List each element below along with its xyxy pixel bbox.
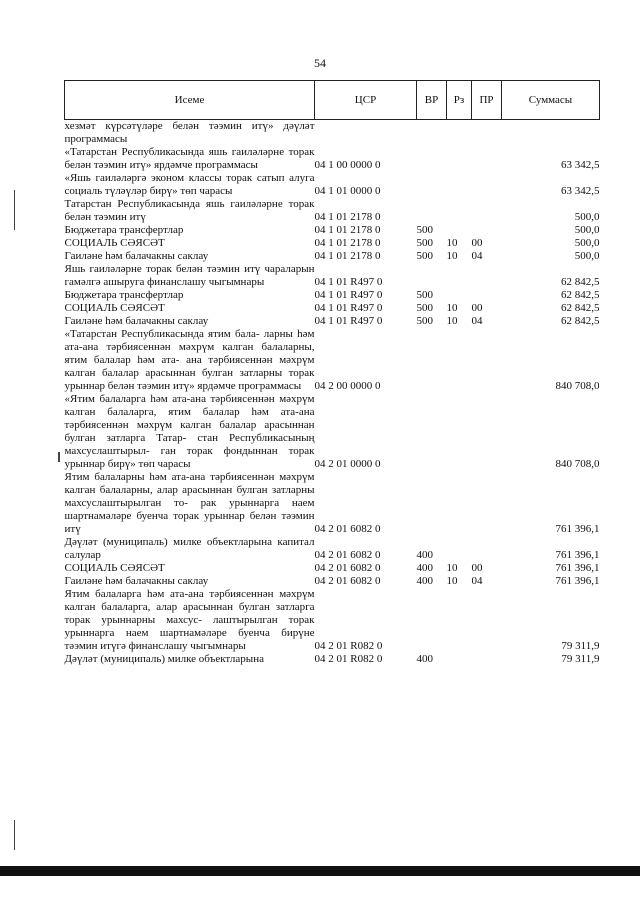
row-name — [65, 224, 315, 237]
row-name-line: «Яшь гаиләләргә эконом классы торак — [64, 172, 253, 184]
row-vr: 400 — [416, 562, 433, 574]
row-name — [65, 393, 315, 471]
row-name-line: Гаиләне һәм балачакны саклау — [64, 315, 209, 327]
row-vr — [417, 172, 447, 198]
row-rz — [447, 263, 472, 289]
row-name-line: төп чарасы — [138, 458, 191, 470]
row-sum: 62 842,5 — [561, 302, 600, 314]
row-vr — [417, 198, 447, 224]
row-rz: 10 — [446, 302, 458, 314]
row-vr: 500 — [416, 250, 433, 262]
scan-mark — [14, 190, 15, 230]
row-name-line: мәхрүм калган балаларга, ятим балалар — [64, 393, 315, 418]
row-name — [65, 198, 315, 224]
row-sum: 761 396,1 — [555, 523, 600, 535]
row-rz — [447, 198, 472, 224]
scan-mark — [58, 452, 60, 462]
table-row — [65, 575, 600, 588]
row-rz: 10 — [446, 315, 458, 327]
row-name-line: «Татарстан Республикасында ятим бала- — [64, 328, 260, 340]
row-name — [65, 588, 315, 653]
row-name-line: чарасы — [199, 185, 233, 197]
row-name-line: капитал салулар — [64, 536, 315, 561]
row-name-line: СОЦИАЛЬ СӘЯСӘТ — [64, 237, 165, 249]
row-name-line: Бюджетара трансфертлар — [64, 289, 184, 301]
row-name-line: Ятим балаларга һәм ата-ана тәрбиясеннән — [64, 588, 274, 600]
row-vr: 400 — [416, 653, 433, 665]
row-name — [65, 289, 315, 302]
row-sum: 62 842,5 — [561, 276, 600, 288]
row-name — [65, 575, 315, 588]
row-sum: 761 396,1 — [555, 549, 600, 561]
row-rz — [447, 536, 472, 562]
row-name-line: булган затларга торак урыннарны махсус- — [64, 601, 315, 626]
row-name-line: «Татарстан Республикасында яшь — [64, 146, 228, 158]
row-name-line: шартнамәләре буенча бирүне тәэмин итүгә — [64, 627, 315, 652]
row-rz — [447, 653, 472, 666]
row-pr — [472, 328, 502, 393]
row-pr: 00 — [471, 302, 483, 314]
row-rz — [447, 471, 472, 536]
row-pr: 00 — [471, 237, 483, 249]
scan-mark — [14, 820, 15, 850]
row-rz: 10 — [446, 562, 458, 574]
row-sum: 500,0 — [574, 237, 600, 249]
row-name-line: ган торак фондыннан торак урыннар бирү» — [64, 445, 315, 470]
row-sum: 500,0 — [574, 250, 600, 262]
table-row — [65, 289, 600, 302]
header-csr: ЦСР — [315, 81, 417, 120]
row-name-line: Татарстан Республикасында яшь — [64, 198, 225, 210]
table-row — [65, 224, 600, 237]
row-name-line: белән тәэмин итү» ярдәмче программасы — [107, 380, 302, 392]
row-name-line: булган затларны махсуслаштырылган то- — [64, 484, 315, 509]
row-name-line: Дәүләт (муниципаль) милке объектларына — [64, 536, 272, 548]
row-name-line: СОЦИАЛЬ СӘЯСӘТ — [64, 302, 165, 314]
row-name-line: арасыннан булган затларны торак урыннар — [64, 367, 315, 392]
row-csr: 04 2 01 6082 0 — [314, 549, 381, 561]
page-number: 54 — [314, 56, 326, 70]
row-name — [65, 172, 315, 198]
row-name — [65, 302, 315, 315]
row-rz — [447, 120, 472, 147]
row-name-line: һәм ата-ана тәрбиясеннән мәхрүм калган — [64, 406, 315, 431]
row-name — [65, 328, 315, 393]
row-name-line: сатып алуга социаль түләүләр бирү» төп — [64, 172, 315, 197]
row-sum: 79 311,9 — [561, 640, 600, 652]
row-name-line: финанслашу чыгымнары — [128, 640, 246, 652]
row-name — [65, 120, 315, 147]
row-sum — [502, 120, 600, 147]
row-rz — [447, 393, 472, 471]
row-csr: 04 1 01 R497 0 — [314, 315, 383, 327]
row-rz: 10 — [446, 250, 458, 262]
row-csr: 04 2 01 R082 0 — [314, 653, 383, 665]
row-name-line: торак урыннар белән тәэмин итү — [64, 510, 315, 535]
row-sum: 761 396,1 — [555, 575, 600, 587]
table-row — [65, 393, 600, 471]
row-name-line: Ятим балаларны һәм ата-ана тәрбиясеннән — [64, 471, 275, 483]
row-sum: 840 708,0 — [555, 458, 600, 470]
row-name-line: ларны һәм ата-ана тәрбиясеннән мәхрүм — [64, 328, 315, 353]
row-name-line: «Ятим балаларга һәм ата-ана тәрбиясеннән — [64, 393, 275, 405]
row-rz: 10 — [446, 575, 458, 587]
row-name-line: Гаиләне һәм балачакны саклау — [64, 575, 209, 587]
row-vr: 500 — [416, 237, 433, 249]
row-name-line: чараларын гамәлгә ашыруга финанслашу — [64, 263, 315, 288]
scan-bottom-edge — [0, 866, 640, 876]
row-vr: 500 — [416, 302, 433, 314]
row-name-line: хезмәт күрсәтүләре белән тәэмин итү» — [64, 120, 274, 132]
row-rz — [447, 588, 472, 653]
table-body — [65, 120, 600, 667]
row-name-line: чыгымнары — [208, 276, 265, 288]
row-rz — [447, 224, 472, 237]
row-vr — [417, 393, 447, 471]
row-vr — [417, 588, 447, 653]
row-name-line: балалар арасыннан булган затларга Татар- — [64, 419, 315, 444]
table-row — [65, 263, 600, 289]
header-vr: ВР — [417, 81, 447, 120]
row-vr — [417, 146, 447, 172]
row-csr: 04 2 01 6082 0 — [314, 575, 381, 587]
row-name — [65, 562, 315, 575]
row-pr — [472, 120, 502, 147]
row-csr: 04 1 01 R497 0 — [314, 302, 383, 314]
row-name-line: рак урыннарга наем шартнамәләре буенча — [64, 497, 315, 522]
row-csr: 04 1 01 2178 0 — [314, 224, 381, 236]
row-name-line: гаиләләрне торак белән тәэмин итү» — [64, 146, 315, 171]
row-vr — [417, 120, 447, 147]
row-sum: 761 396,1 — [555, 562, 600, 574]
row-csr: 04 1 01 2178 0 — [314, 237, 381, 249]
row-pr: 00 — [471, 562, 483, 574]
row-name-line: стан Республикасының махсуслаштырыл- — [64, 432, 315, 457]
row-vr — [417, 263, 447, 289]
row-csr: 04 1 01 2178 0 — [314, 211, 381, 223]
row-pr — [472, 536, 502, 562]
row-sum: 500,0 — [574, 224, 600, 236]
row-pr — [472, 471, 502, 536]
row-name-line: Дәүләт (муниципаль) милке объектларына — [64, 653, 264, 665]
row-csr: 04 2 01 6082 0 — [314, 523, 381, 535]
row-rz — [447, 172, 472, 198]
row-csr: 04 2 01 R082 0 — [314, 640, 383, 652]
row-name — [65, 250, 315, 263]
row-name — [65, 315, 315, 328]
row-pr — [472, 146, 502, 172]
table-row — [65, 588, 600, 653]
row-name-line: ярдәмче программасы — [154, 159, 258, 171]
row-csr: 04 1 01 0000 0 — [314, 185, 381, 197]
row-sum: 840 708,0 — [555, 380, 600, 392]
row-sum: 500,0 — [574, 211, 600, 223]
table-row — [65, 250, 600, 263]
row-pr — [472, 588, 502, 653]
row-vr: 500 — [416, 315, 433, 327]
table-row — [65, 237, 600, 250]
row-name-line: мәхрүм калган балаларны, алар арасыннан — [64, 471, 315, 496]
row-name — [65, 536, 315, 562]
row-rz — [447, 146, 472, 172]
row-pr — [472, 393, 502, 471]
row-pr: 04 — [471, 315, 483, 327]
table-row — [65, 653, 600, 666]
table-row — [65, 302, 600, 315]
row-name-line: гаиләләрне торак белән тәэмин итү — [64, 198, 315, 223]
row-name-line: Бюджетара трансфертлар — [64, 224, 184, 236]
row-csr: 04 1 01 R497 0 — [314, 289, 383, 301]
row-name-line: лаштырылган торак урыннарга наем — [64, 614, 315, 639]
header-pr: ПР — [472, 81, 502, 120]
table-row — [65, 198, 600, 224]
table-row — [65, 536, 600, 562]
row-pr — [472, 198, 502, 224]
row-name — [65, 653, 315, 666]
row-vr — [417, 471, 447, 536]
row-name — [65, 237, 315, 250]
row-name — [65, 471, 315, 536]
row-vr: 400 — [416, 549, 433, 561]
row-name-line: СОЦИАЛЬ СӘЯСӘТ — [64, 562, 165, 574]
row-name-line: Яшь гаиләләрне торак белән тәэмин итү — [64, 263, 261, 275]
row-pr: 04 — [471, 575, 483, 587]
table-row — [65, 146, 600, 172]
row-vr — [417, 328, 447, 393]
row-name-line: Гаиләне һәм балачакны саклау — [64, 250, 209, 262]
row-csr: 04 2 01 0000 0 — [314, 458, 381, 470]
row-name-line: дәүләт программасы — [64, 120, 315, 145]
row-sum: 62 842,5 — [561, 289, 600, 301]
row-csr: 04 1 00 0000 0 — [314, 159, 381, 171]
table-row — [65, 471, 600, 536]
header-rz: Рз — [447, 81, 472, 120]
row-vr: 500 — [416, 224, 433, 236]
table-header-row — [65, 81, 600, 120]
row-name-line: калган балаларны, ятим балалар һәм ата- — [64, 341, 315, 366]
row-csr — [315, 120, 417, 147]
header-name: Исеме — [65, 81, 315, 120]
table-row — [65, 562, 600, 575]
row-vr: 500 — [416, 289, 433, 301]
row-csr: 04 2 01 6082 0 — [314, 562, 381, 574]
row-rz: 10 — [446, 237, 458, 249]
row-sum: 79 311,9 — [561, 653, 600, 665]
table-row — [65, 328, 600, 393]
table-row — [65, 172, 600, 198]
row-pr: 04 — [471, 250, 483, 262]
row-pr — [472, 224, 502, 237]
row-vr: 400 — [416, 575, 433, 587]
header-sum: Суммасы — [502, 81, 600, 120]
row-name-line: ана тәрбиясеннән мәхрүм калган балалар — [64, 354, 315, 379]
row-pr — [472, 263, 502, 289]
row-sum: 63 342,5 — [561, 159, 600, 171]
row-rz — [447, 289, 472, 302]
table-row — [65, 120, 600, 147]
row-sum: 62 842,5 — [561, 315, 600, 327]
row-pr — [472, 653, 502, 666]
row-name — [65, 146, 315, 172]
row-csr: 04 2 00 0000 0 — [314, 380, 381, 392]
row-name — [65, 263, 315, 289]
row-csr: 04 1 01 R497 0 — [314, 276, 383, 288]
row-pr — [472, 289, 502, 302]
row-pr — [472, 172, 502, 198]
row-sum: 63 342,5 — [561, 185, 600, 197]
row-name-line: мәхрүм калган балаларга, алар арасыннан — [64, 588, 315, 613]
row-rz — [447, 328, 472, 393]
table-row — [65, 315, 600, 328]
budget-table — [64, 80, 600, 666]
row-csr: 04 1 01 2178 0 — [314, 250, 381, 262]
